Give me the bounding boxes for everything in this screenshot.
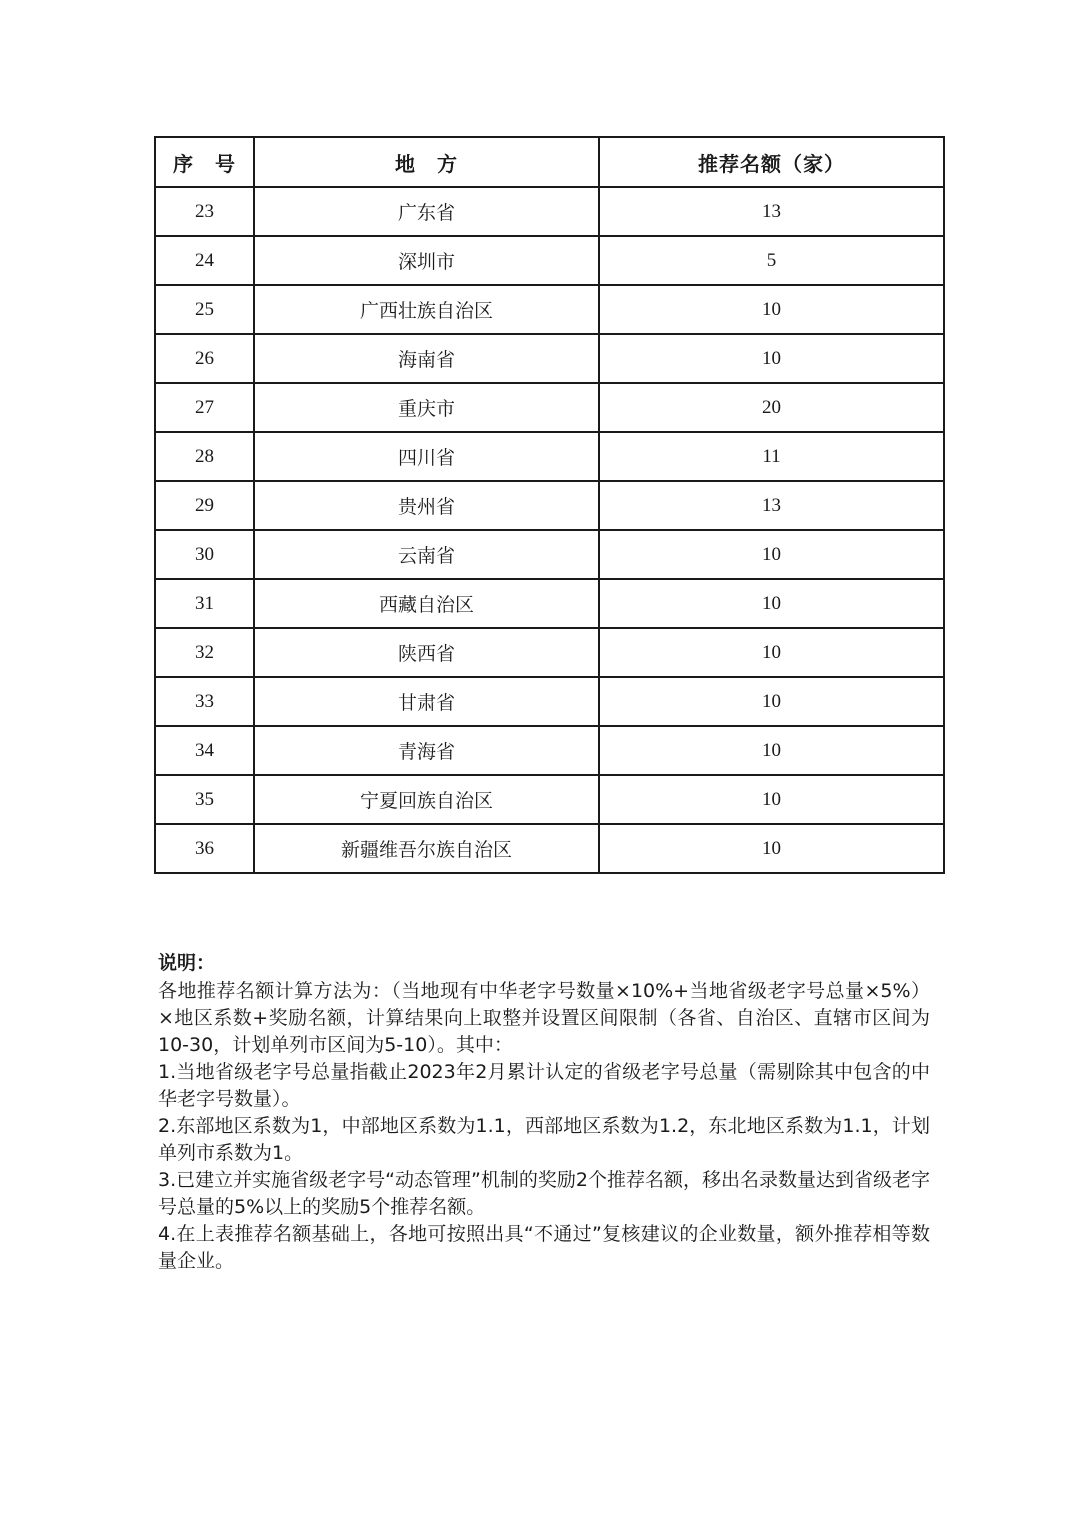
row-serial-number: 34	[155, 726, 254, 775]
row-region: 广西壮族自治区	[254, 285, 599, 334]
row-quota: 10	[599, 726, 944, 775]
row-serial-number: 35	[155, 775, 254, 824]
table-row	[155, 187, 944, 236]
row-region: 西藏自治区	[254, 579, 599, 628]
notes-section	[158, 950, 930, 1275]
row-serial-number: 28	[155, 432, 254, 481]
table-row	[155, 628, 944, 677]
table-row	[155, 726, 944, 775]
quota-table	[154, 136, 945, 874]
table-row	[155, 775, 944, 824]
row-serial-number: 25	[155, 285, 254, 334]
row-region: 新疆维吾尔族自治区	[254, 824, 599, 873]
row-serial-number: 32	[155, 628, 254, 677]
row-serial-number: 30	[155, 530, 254, 579]
row-region: 深圳市	[254, 236, 599, 285]
row-region: 四川省	[254, 432, 599, 481]
notes-item: 1.当地省级老字号总量指截止2023年2月累计认定的省级老字号总量（需剔除其中包含的中华老字号数量）。	[158, 1061, 930, 1110]
table-row	[155, 432, 944, 481]
table-row	[155, 236, 944, 285]
table-row	[155, 334, 944, 383]
row-region: 宁夏回族自治区	[254, 775, 599, 824]
table-row	[155, 677, 944, 726]
row-quota: 10	[599, 775, 944, 824]
row-serial-number: 31	[155, 579, 254, 628]
notes-title: 说明：	[158, 952, 216, 974]
row-region: 陕西省	[254, 628, 599, 677]
table-row	[155, 824, 944, 873]
notes-item: 4.在上表推荐名额基础上，各地可按照出具“不通过”复核建议的企业数量，额外推荐相等数量企业。	[158, 1223, 930, 1272]
row-serial-number: 27	[155, 383, 254, 432]
row-region: 贵州省	[254, 481, 599, 530]
table-row	[155, 579, 944, 628]
row-quota: 10	[599, 579, 944, 628]
notes-item: 2.东部地区系数为1，中部地区系数为1.1，西部地区系数为1.2，东北地区系数为1.1，计划单列市系数为1。	[158, 1115, 930, 1164]
row-region: 青海省	[254, 726, 599, 775]
row-quota: 5	[599, 236, 944, 285]
row-region: 云南省	[254, 530, 599, 579]
row-region: 重庆市	[254, 383, 599, 432]
row-quota: 11	[599, 432, 944, 481]
row-quota: 13	[599, 481, 944, 530]
notes-intro: 各地推荐名额计算方法为：（当地现有中华老字号数量×10%+当地省级老字号总量×5%）×地区系数+奖励名额，计算结果向上取整并设置区间限制（各省、自治区、直辖市区间为10-30，计划单列市区间为5-10）。其中：	[158, 980, 930, 1056]
table-row	[155, 285, 944, 334]
row-serial-number: 29	[155, 481, 254, 530]
table-header-row	[155, 137, 944, 187]
row-quota: 10	[599, 628, 944, 677]
row-quota: 20	[599, 383, 944, 432]
row-region: 海南省	[254, 334, 599, 383]
row-quota: 10	[599, 530, 944, 579]
row-quota: 10	[599, 285, 944, 334]
row-quota: 10	[599, 677, 944, 726]
row-serial-number: 24	[155, 236, 254, 285]
row-region: 甘肃省	[254, 677, 599, 726]
notes-item: 3.已建立并实施省级老字号“动态管理”机制的奖励2个推荐名额，移出名录数量达到省级老字号总量的5%以上的奖励5个推荐名额。	[158, 1169, 930, 1218]
header-region: 地 方	[254, 137, 599, 187]
row-quota: 10	[599, 334, 944, 383]
header-quota: 推荐名额（家）	[599, 137, 944, 187]
header-serial-number: 序 号	[155, 137, 254, 187]
table-row	[155, 481, 944, 530]
table-row	[155, 530, 944, 579]
row-region: 广东省	[254, 187, 599, 236]
row-serial-number: 23	[155, 187, 254, 236]
row-quota: 10	[599, 824, 944, 873]
table-row	[155, 383, 944, 432]
row-serial-number: 33	[155, 677, 254, 726]
row-serial-number: 26	[155, 334, 254, 383]
row-quota: 13	[599, 187, 944, 236]
row-serial-number: 36	[155, 824, 254, 873]
